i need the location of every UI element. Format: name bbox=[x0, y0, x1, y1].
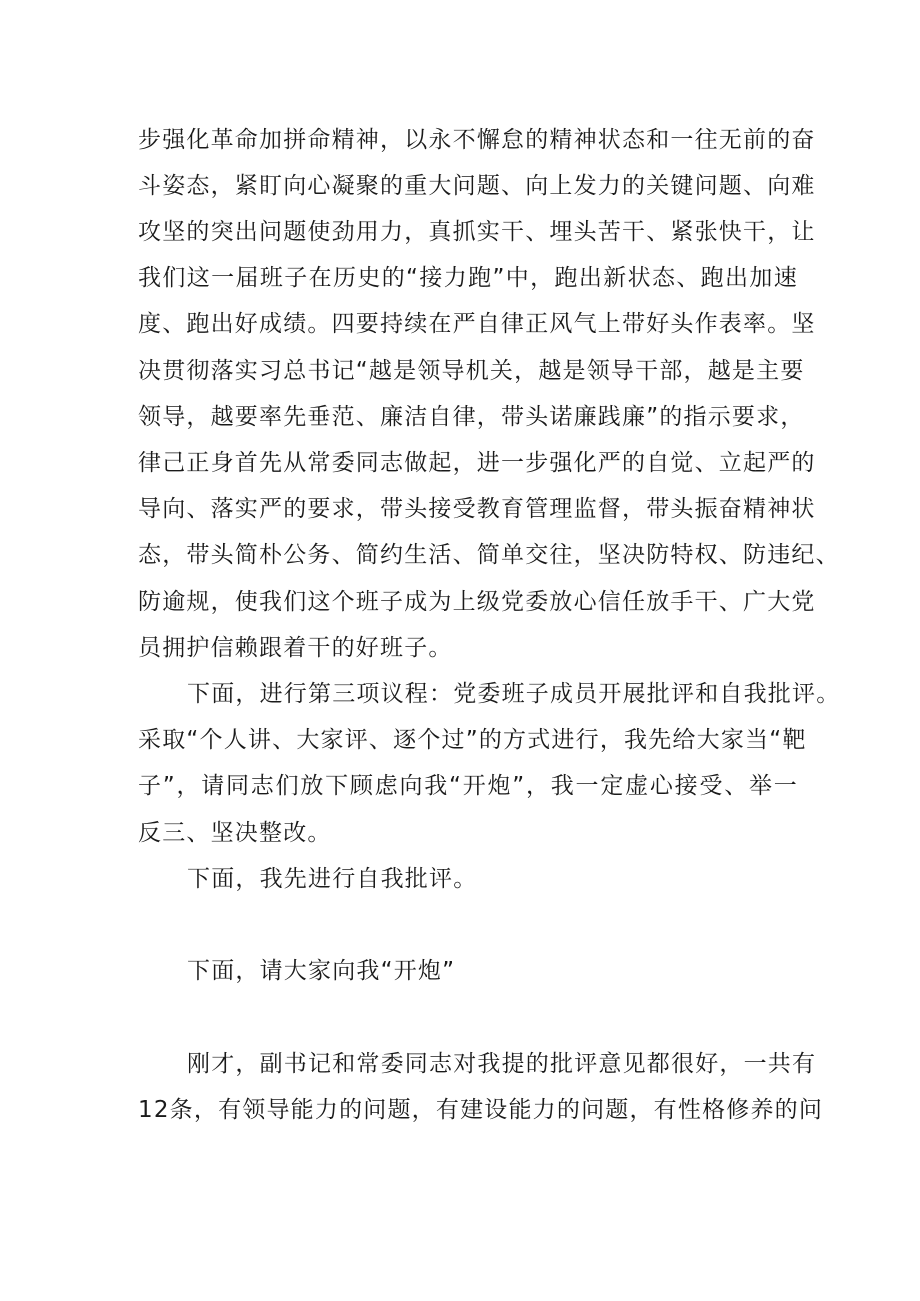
body-text-line: 态，带头简朴公务、简约生活、简单交往，坚决防特权、防违纪、 bbox=[138, 542, 840, 568]
body-text-line: 反三、坚决整改。 bbox=[138, 820, 332, 846]
body-text-line: 决贯彻落实习总书记“越是领导机关，越是领导干部，越是主要 bbox=[138, 358, 805, 384]
body-text-line: 12条，有领导能力的问题，有建设能力的问题，有性格修养的问 bbox=[138, 1097, 824, 1123]
section-heading: 下面，请大家向我“开炮” bbox=[187, 958, 456, 984]
body-text-line: 导向、落实严的要求，带头接受教育管理监督，带头振奋精神状 bbox=[138, 496, 816, 522]
body-text-line: 领导，越要率先垂范、廉洁自律，带头诺廉践廉”的指示要求， bbox=[138, 404, 805, 430]
body-text-line: 攻坚的突出问题使劲用力，真抓实干、埋头苦干、紧张快干，让 bbox=[138, 219, 816, 245]
body-text-line: 采取“个人讲、大家评、逐个过”的方式进行，我先给大家当“靶 bbox=[138, 727, 807, 753]
body-text-line: 员拥护信赖跟着干的好班子。 bbox=[138, 635, 453, 661]
body-text-line: 步强化革命加拼命精神，以永不懈怠的精神状态和一往无前的奋 bbox=[138, 127, 816, 153]
paragraph-first-line: 下面，我先进行自我批评。 bbox=[187, 866, 478, 892]
body-text-line: 我们这一届班子在历史的“接力跑”中，跑出新状态、跑出加速 bbox=[138, 265, 798, 291]
paragraph-first-line: 下面，进行第三项议程：党委班子成员开展批评和自我批评。 bbox=[187, 681, 841, 707]
paragraph-first-line: 刚才，副书记和常委同志对我提的批评意见都很好，一共有 bbox=[187, 1051, 817, 1077]
body-text-line: 度、跑出好成绩。四要持续在严自律正风气上带好头作表率。坚 bbox=[138, 311, 816, 337]
body-text-line: 律己正身首先从常委同志做起，进一步强化严的自觉、立起严的 bbox=[138, 450, 816, 476]
body-text-line: 子”，请同志们放下顾虑向我“开炮”，我一定虚心接受、举一 bbox=[138, 773, 798, 799]
body-text-line: 斗姿态，紧盯向心凝聚的重大问题、向上发力的关键问题、向难 bbox=[138, 173, 816, 199]
body-text-line: 防逾规，使我们这个班子成为上级党委放心信任放手干、广大党 bbox=[138, 589, 816, 615]
